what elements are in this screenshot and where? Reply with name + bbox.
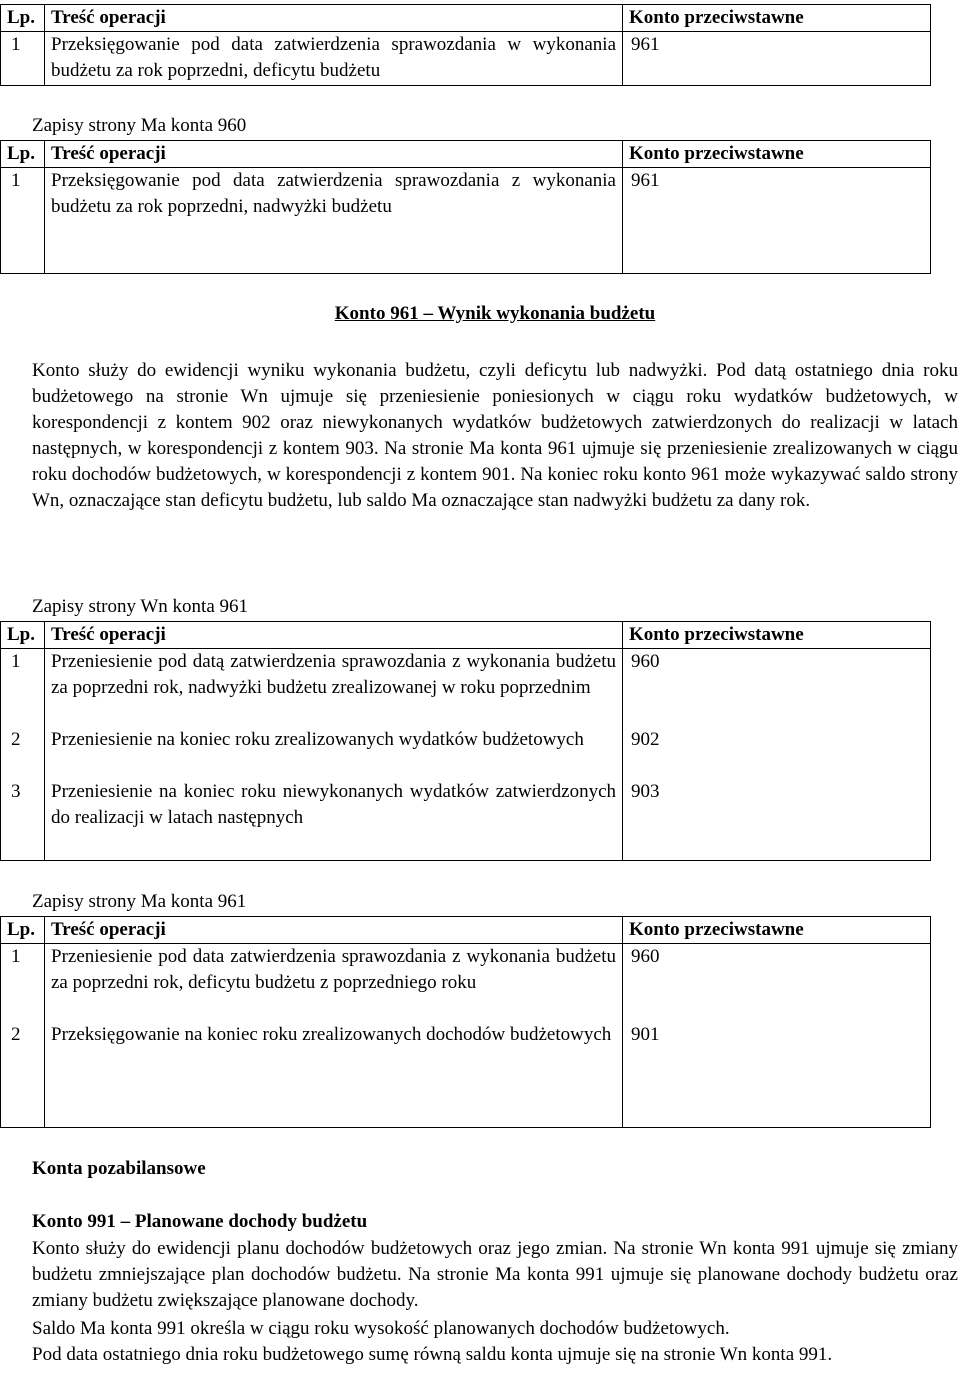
table-caption: Zapisy strony Ma konta 960 (32, 115, 247, 136)
table-961-ma-entries (0, 916, 931, 1128)
row-operation: Przeniesienie na koniec roku niewykonanych wydatków zatwierdzonych do realizacji w latach następnych (51, 781, 616, 828)
row-account: 961 (623, 32, 931, 86)
row-operation: Przeniesienie pod datą zatwierdzenia sprawozdania z wykonania budżetu za poprzedni rok, nadwyżki budżetu zrealizowanej w roku poprzednim (51, 651, 616, 698)
row-lp: 1 (11, 946, 21, 967)
row-account: 961 (623, 168, 931, 274)
header-counter-account: Konto przeciwstawne (623, 917, 931, 944)
header-counter-account: Konto przeciwstawne (623, 622, 931, 649)
row-lp: 1 (1, 168, 45, 274)
table-header-row (1, 917, 931, 944)
header-lp: Lp. (1, 5, 45, 32)
account-991-description: Konto służy do ewidencji planu dochodów budżetowych oraz jego zmian. Na stronie Wn konta 991 ujmuje się zmiany budżetu zmniejszające plan dochodów budżetu. Na stronie Ma konta 991 ujmuje się planowane dochody budżetu oraz zmiany budżetu zwiększające planowane dochody. (32, 1238, 958, 1311)
account-991-heading: Konto 991 – Planowane dochody budżetu (32, 1211, 368, 1232)
account-991-year-end-note: Pod data ostatniego dnia roku budżetowego sumę równą saldu konta ujmuje się na stronie Wn konta 991. (32, 1344, 833, 1365)
section-961-description: Konto służy do ewidencji wyniku wykonania budżetu, czyli deficytu lub nadwyżki. Pod datą ostatniego dnia roku budżetowego na stronie Wn ujmuje się przeniesienie poniesionych w ciągu roku wydatków budżetowych, w korespondencji z kontem 902 oraz niewykonanych wydatków budżetowych zatwierdzonych do realizacji w latach następnych, w korespondencji z kontem 903. Na stronie Ma konta 961 ujmuje się przeniesienie zrealizowanych w ciągu roku dochodów budżetowych, w korespondencji z kontem 901. Na koniec roku konto 961 może wykazywać saldo strony Wn, oznaczające stan deficytu budżetu, lub saldo Ma oznaczające stan nadwyżki budżetu za dany rok. (32, 360, 958, 511)
row-account: 902 (631, 729, 660, 750)
header-operation: Treść operacji (45, 917, 623, 944)
header-counter-account: Konto przeciwstawne (623, 141, 931, 168)
table-960-ma-entries (0, 140, 931, 274)
row-account: 901 (631, 1024, 660, 1045)
table-caption: Zapisy strony Wn konta 961 (32, 596, 249, 617)
account-991-balance-note: Saldo Ma konta 991 określa w ciągu roku wysokość planowanych dochodów budżetowych. (32, 1318, 730, 1339)
header-lp: Lp. (1, 622, 45, 649)
off-balance-heading: Konta pozabilansowe (32, 1158, 206, 1179)
table-caption: Zapisy strony Ma konta 961 (32, 891, 247, 912)
row-lp: 2 (11, 729, 21, 750)
header-operation: Treść operacji (45, 5, 623, 32)
row-operation: Przeksięgowanie pod data zatwierdzenia sprawozdania w wykonania budżetu za rok poprzedni, deficytu budżetu (45, 32, 623, 86)
header-lp: Lp. (1, 917, 45, 944)
table-header-row (1, 622, 931, 649)
row-operation: Przeniesienie na koniec roku zrealizowanych wydatków budżetowych (51, 729, 584, 750)
row-lp: 1 (1, 32, 45, 86)
row-account: 960 (631, 946, 660, 967)
row-operation: Przeksięgowanie pod data zatwierdzenia sprawozdania z wykonania budżetu za rok poprzedni, nadwyżki budżetu (45, 168, 623, 274)
row-account: 903 (631, 781, 660, 802)
header-counter-account: Konto przeciwstawne (623, 5, 931, 32)
row-lp: 2 (11, 1024, 21, 1045)
header-operation: Treść operacji (45, 141, 623, 168)
table-row (1, 168, 931, 274)
table-header-row (1, 141, 931, 168)
row-operation: Przeksięgowanie na koniec roku zrealizowanych dochodów budżetowych (51, 1024, 612, 1045)
table-header-row (1, 5, 931, 32)
header-lp: Lp. (1, 141, 45, 168)
table-row (1, 649, 931, 861)
header-operation: Treść operacji (45, 622, 623, 649)
row-operation: Przeniesienie pod data zatwierdzenia sprawozdania z wykonania budżetu za poprzedni rok, deficytu budżetu z poprzedniego roku (51, 946, 616, 993)
row-lp: 3 (11, 781, 21, 802)
table-961-wn-entries (0, 621, 931, 861)
section-961-heading: Konto 961 – Wynik wykonania budżetu (334, 303, 656, 324)
table-row (1, 32, 931, 86)
table-row (1, 944, 931, 1128)
row-lp: 1 (11, 651, 21, 672)
row-account: 960 (631, 651, 660, 672)
table-960-wn-entries (0, 4, 931, 86)
